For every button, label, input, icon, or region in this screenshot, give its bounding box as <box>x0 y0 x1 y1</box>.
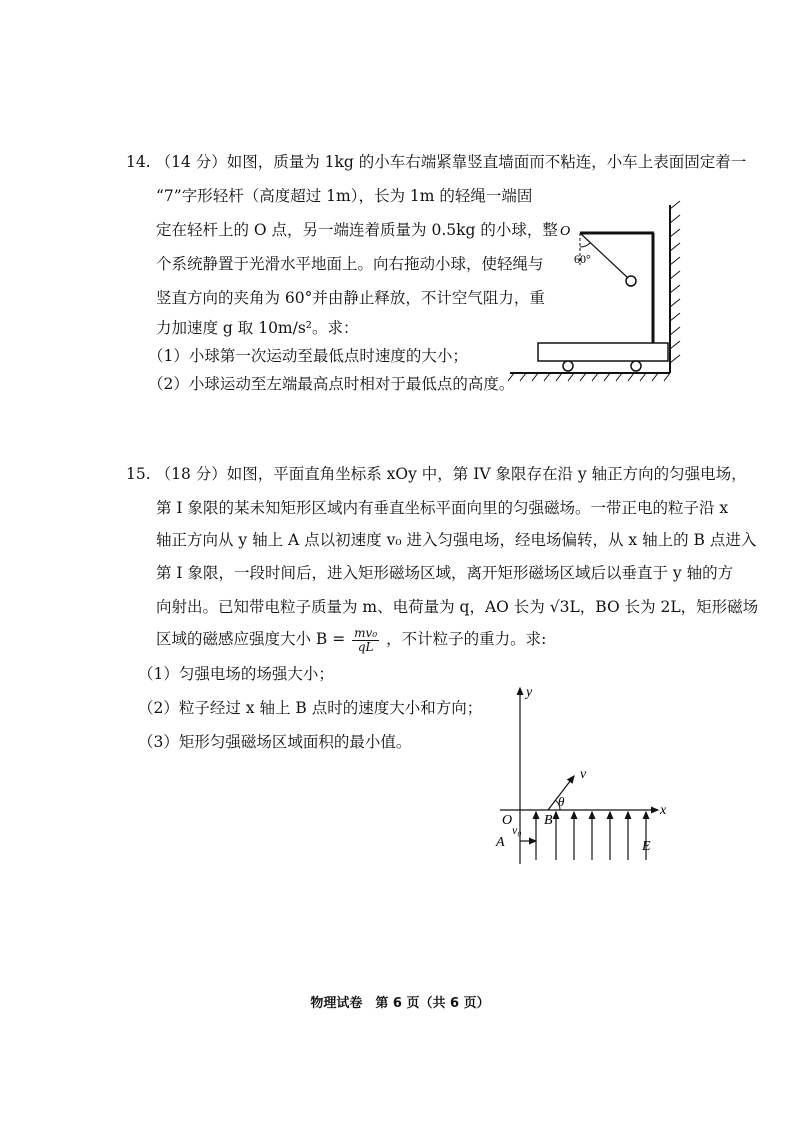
x-axis-label: x <box>660 803 667 818</box>
theta-label: θ <box>558 794 565 809</box>
point-a-label: A <box>496 835 505 850</box>
q15-field-suffix: ，不计粒子的重力。求: <box>386 630 547 648</box>
q15-question-1: （1）匀强电场的场强大小； <box>138 665 334 683</box>
q14-question-1: （1）小球第一次运动至最低点时速度的大小； <box>148 347 468 365</box>
y-axis-label: y <box>526 685 533 700</box>
q15-text-2: 第 I 象限的某未知矩形区域内有垂直坐标平面向里的匀强磁场。一带正电的粒子沿 x <box>156 499 729 517</box>
q14-number: 14. <box>126 153 151 171</box>
q15-text-1: （18 分）如图，平面直角坐标系 xOy 中，第 IV 象限存在沿 y 轴正方向的匀强电场， <box>155 465 747 483</box>
ball <box>626 276 636 286</box>
point-b-label: B <box>544 813 553 828</box>
q15-question-3: （3）矩形匀强磁场区域面积的最小值。 <box>138 733 412 751</box>
q15-question-2: （2）粒子经过 x 轴上 B 点时的速度大小和方向； <box>138 699 483 717</box>
ground-hatching <box>508 373 670 381</box>
q15-text-3: 轴正方向从 y 轴上 A 点以初速度 v₀ 进入匀强电场，经电场偏转，从 x 轴上的 B 点进入 <box>156 531 757 549</box>
field-e-label: E <box>642 839 651 854</box>
q14-text-2: “7”字形轻杆（高度超过 1m），长为 1m 的轻绳一端固 <box>156 187 533 205</box>
wall-hatching <box>670 201 680 363</box>
cart-wheel-right <box>631 361 641 371</box>
q15-fraction-numerator: mv₀ <box>354 625 378 640</box>
q14-text-1: （14 分）如图，质量为 1kg 的小车右端紧靠竖直墙面而不粘连，小车上表面固定着一 <box>155 153 747 171</box>
q15-fraction-denominator: qL <box>357 639 374 654</box>
cart-wheel-left <box>563 361 573 371</box>
q15-field-line <box>156 626 546 654</box>
point-o-label: O <box>560 224 571 239</box>
q15-number: 15. <box>126 465 151 483</box>
q14-text-6: 力加速度 g 取 10m/s²。求： <box>156 319 359 337</box>
v0-label: v₀ <box>512 823 522 837</box>
q15-field-prefix: 区域的磁感应强度大小 B = <box>156 630 346 648</box>
cart <box>538 343 668 361</box>
q14-text-3: 定在轻杆上的 O 点，另一端连着质量为 0.5kg 的小球，整 <box>156 221 558 239</box>
origin-label: O <box>502 813 513 828</box>
q15-text-4: 第 I 象限，一段时间后，进入矩形磁场区域，离开矩形磁场区域后以垂直于 y 轴的方 <box>156 564 734 582</box>
angle-arc <box>580 243 590 247</box>
q15-text-5: 向射出。已知带电粒子质量为 m、电荷量为 q，AO 长为 √3L，BO 长为 2L，矩形磁场 <box>156 598 759 616</box>
q15-figure <box>490 678 680 878</box>
velocity-label: v <box>580 767 587 782</box>
angle-label: 60° <box>574 252 591 266</box>
q14-figure <box>500 195 700 385</box>
q14-line-1 <box>126 152 746 172</box>
q14-text-4: 个系统静置于光滑水平地面上。向右拖动小球，使轻绳与 <box>156 255 544 273</box>
page-footer: 物理试卷 第 6 页（共 6 页） <box>310 996 490 1011</box>
q14-text-5: 竖直方向的夹角为 60°并由静止释放，不计空气阻力，重 <box>156 289 545 307</box>
q15-field-fraction <box>352 627 379 654</box>
q15-line-1 <box>126 464 747 484</box>
q14-question-2: （2）小球运动至左端最高点时相对于最低点的高度。 <box>148 375 515 393</box>
